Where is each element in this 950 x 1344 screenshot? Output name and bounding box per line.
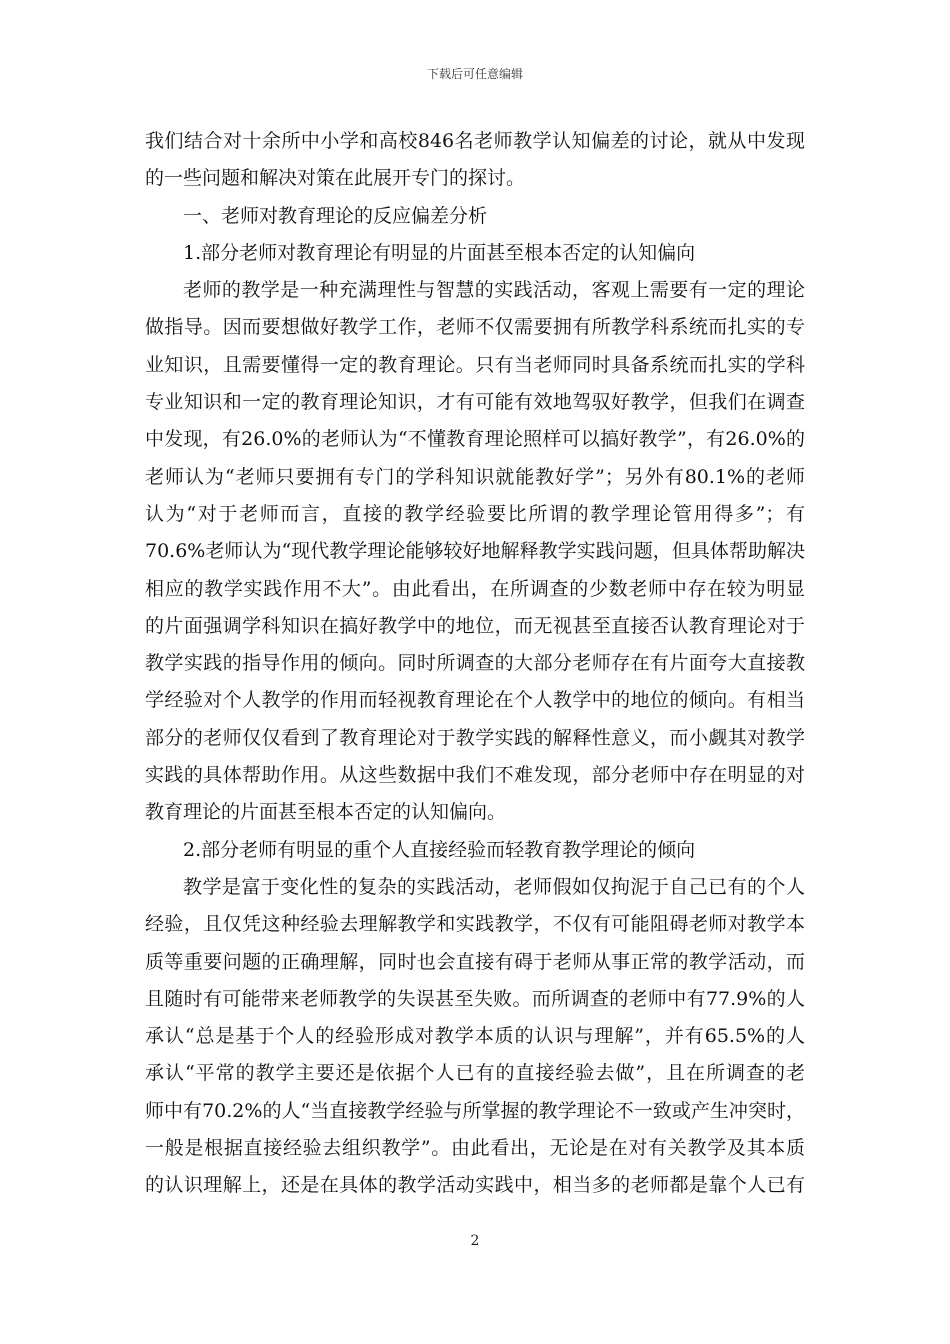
body-line: 部分的老师仅仅看到了教育理论对于教学实践的解释性意义，而小觑其对教学 — [145, 726, 805, 749]
body-line: 做指导。因而要想做好教学工作，老师不仅需要拥有所教学科系统而扎实的专 — [145, 316, 805, 339]
body-line: 业知识，且需要懂得一定的教育理论。只有当老师同时具备系统而扎实的学科 — [145, 353, 805, 376]
body-line: 老师认为“老师只要拥有专门的学科知识就能教好学”；另外有80.1%的老师 — [145, 465, 805, 488]
body-line: 教学实践的指导作用的倾向。同时所调查的大部分老师存在有片面夸大直接教 — [145, 652, 805, 675]
page-number: 2 — [470, 1233, 480, 1249]
page-header: 下载后可任意编辑 — [426, 67, 523, 81]
subsection-heading: 1.部分老师对教育理论有明显的片面甚至根本否定的认知偏向 — [183, 241, 696, 264]
body-line: 学经验对个人教学的作用而轻视教育理论在个人教学中的地位的倾向。有相当 — [145, 689, 805, 712]
body-line: 专业知识和一定的教育理论知识，才有可能有效地驾驭好教学，但我们在调查 — [145, 391, 805, 414]
body-line: 的片面强调学科知识在搞好教学中的地位，而无视甚至直接否认教育理论对于 — [145, 614, 805, 637]
body-line: 承认“总是基于个人的经验形成对教学本质的认识与理解”，并有65.5%的人 — [145, 1025, 805, 1048]
body-line: 老师的教学是一种充满理性与智慧的实践活动，客观上需要有一定的理论 — [183, 279, 805, 302]
document-body — [145, 123, 805, 1205]
body-line: 的认识理解上，还是在具体的教学活动实践中，相当多的老师都是靠个人已有 — [145, 1174, 805, 1197]
body-line: 承认“平常的教学主要还是依据个人已有的直接经验去做”，且在所调查的老 — [145, 1062, 805, 1085]
body-line: 教学是富于变化性的复杂的实践活动，老师假如仅拘泥于自己已有的个人 — [183, 875, 805, 898]
body-line: 70.6%老师认为“现代教学理论能够较好地解释教学实践问题，但具体帮助解决 — [145, 540, 805, 563]
section-heading: 一、老师对教育理论的反应偏差分析 — [183, 204, 488, 227]
body-line: 且随时有可能带来老师教学的失误甚至失败。而所调查的老师中有77.9%的人 — [145, 987, 805, 1010]
body-line: 质等重要问题的正确理解，同时也会直接有碍于老师从事正常的教学活动，而 — [145, 950, 805, 973]
body-line: 相应的教学实践作用不大”。由此看出，在所调查的少数老师中存在较为明显 — [145, 577, 805, 600]
body-line: 一般是根据直接经验去组织教学”。由此看出，无论是在对有关教学及其本质 — [145, 1137, 805, 1160]
body-line: 我们结合对十余所中小学和高校846名老师教学认知偏差的讨论，就从中发现 — [145, 130, 805, 152]
subsection-heading: 2.部分老师有明显的重个人直接经验而轻教育教学理论的倾向 — [183, 838, 696, 861]
body-line: 中发现，有26.0%的老师认为“不懂教育理论照样可以搞好教学”，有26.0%的 — [145, 428, 805, 451]
body-line: 实践的具体帮助作用。从这些数据中我们不难发现，部分老师中存在明显的对 — [145, 764, 805, 787]
body-line: 经验，且仅凭这种经验去理解教学和实践教学，不仅有可能阻碍老师对教学本 — [145, 913, 805, 936]
body-line: 师中有70.2%的人“当直接教学经验与所掌握的教学理论不一致或产生冲突时， — [145, 1099, 805, 1122]
body-line: 认为“对于老师而言，直接的教学经验要比所谓的教学理论管用得多”；有 — [145, 502, 805, 525]
body-line: 的一些问题和解决对策在此展开专门的探讨。 — [145, 167, 526, 190]
body-line: 教育理论的片面甚至根本否定的认知偏向。 — [145, 801, 507, 824]
